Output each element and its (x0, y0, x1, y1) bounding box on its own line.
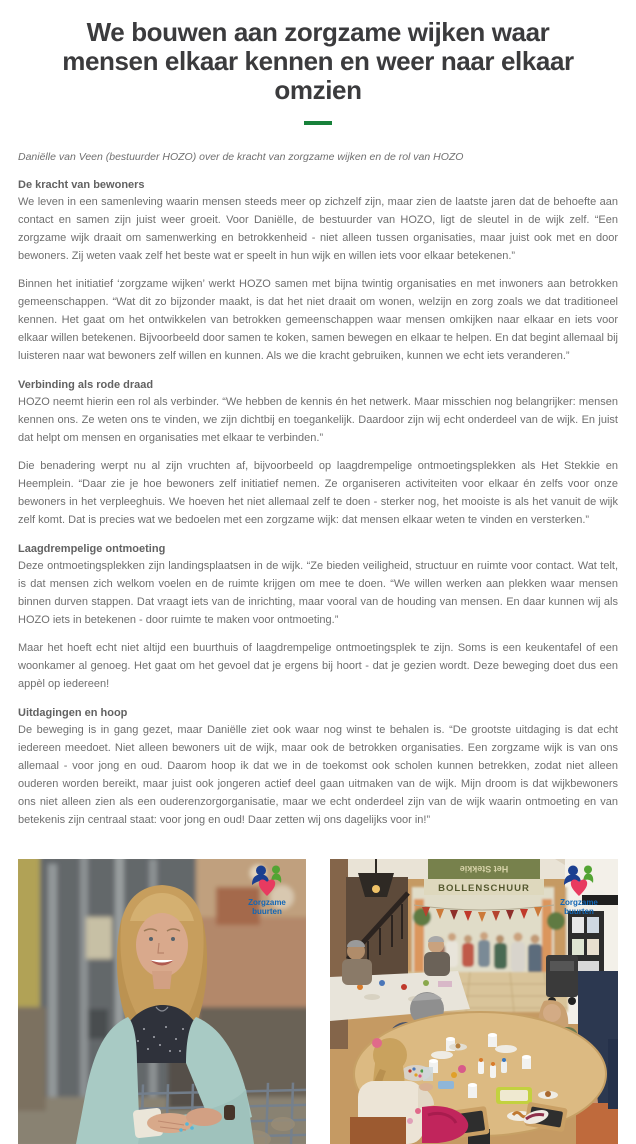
paragraph: De beweging is in gang gezet, maar Daniëlle ziet ook waar nog winst te behalen is. “De grootste uitdaging is dat echt iedereen meedoet. Niet alleen bewoners uit de wijk, maar ook de betrokken organisaties. Een zorgzame wijk is van ons allemaal - voor jong en oud. Daarom hoop ik dat we in de toekomst ook scholen kunnen betrekken, zodat niet alleen ouderen worden bereikt, maar juist ook jongeren actief deel gaan uitmaken van de wijk. Mijn droom is dat wijkbewoners ons niet alleen zien als een ouderenzorgorganisatie, maar we echt onderdeel zijn van de wijk waarin ontmoeting en van betekenis zijn centraal staat: voor jong en oud! Daar zetten wij ons dagelijks voor in!” (18, 724, 618, 827)
article-subtitle: Daniëlle van Veen (bestuurder HOZO) over de kracht van zorgzame wijken en de rol van HOZO (18, 151, 464, 164)
zorgzame-buurten-icon (247, 864, 287, 898)
section-heading: Verbinding als rode draad (18, 379, 154, 392)
section-heading: Laagdrempelige ontmoeting (18, 543, 166, 556)
green-divider (304, 121, 332, 125)
section-verbinding-als-rode-draad (18, 377, 618, 529)
page-title: We bouwen aan zorgzame wijken waar mensen elkaar kennen en weer naar elkaar omzien (62, 17, 574, 106)
photo-danielle-portrait (18, 859, 306, 1144)
section-uitdagingen-en-hoop (18, 705, 618, 829)
zorgzame-buurten-wordmark: Zorgzame buurten (248, 898, 286, 917)
paragraph: We leven in een samenleving waarin mensen steeds meer op zichzelf zijn, maar zien de laatste jaren dat de behoefte aan contact en samen zijn juist weer groeit. Voor Daniëlle, de bestuurder van HOZO, ligt de sleutel in de wijk zelf. “Een zorgzame wijk draait om samenwerking en betrokkenheid - niet alleen tussen organisaties, maar juist ook met en door bewoners. Zij weten vaak zelf het beste wat er speelt in hun wijk en willen iets voor elkaar betekenen.” (18, 196, 618, 263)
paragraph: Deze ontmoetingsplekken zijn landingsplaatsen in de wijk. “Ze bieden veiligheid, structuur en ruimte voor contact. Wat telt, is dat mensen zich welkom voelen en de ruimte krijgen om mee te doen. “We willen werken aan plekken waar mensen binnen durven stappen. Dat vraagt iets van de inrichting, maar vooral van de houding van mensen. En daar kunnen wij als HOZO iets in betekenen - door ruimte te maken voor ontmoeting.” (18, 560, 618, 627)
het-stekkie-banner (424, 859, 544, 895)
zorgzame-buurten-wordmark: Zorgzame buurten (560, 898, 598, 917)
paragraph: Binnen het initiatief ‘zorgzame wijken’ werkt HOZO samen met bijna twintig organisaties en met inwoners aan betrokken gemeenschappen. “Wat dit zo bijzonder maakt, is dat het niet draait om wonen, welzijn en zorg zoals we dat traditioneel kennen. Het gaat om het ontwikkelen van betrokken gemeenschappen waar mensen omkijken naar elkaar en iets voor elkaar willen betekenen. Bijvoorbeeld door samen te koken, samen bewegen en elkaar te helpen. En dat begint allemaal bij luisteren naar wat bewoners zelf willen en kunnen. Als we die kracht gebruiken, kunnen we echt iets veranderen.” (18, 278, 618, 363)
photo-row (18, 859, 618, 1144)
section-laagdrempelige-ontmoeting (18, 541, 618, 693)
section-heading: Uitdagingen en hoop (18, 707, 128, 720)
section-de-kracht-van-bewoners (18, 177, 618, 365)
zorgzame-buurten-logo (548, 864, 610, 916)
photo-ontmoetingsplek (330, 859, 618, 1144)
section-heading: De kracht van bewoners (18, 179, 145, 192)
paragraph: Die benadering werpt nu al zijn vruchten af, bijvoorbeeld op laagdrempelige ontmoetingsplekken als Het Stekkie en Heemplein. “Daar zie je hoe bewoners zelf initiatief nemen. Ze organiseren activiteiten voor elkaar én zelfs voor onze bewoners in het verpleeghuis. We hoeven het niet allemaal zelf te doen - sterker nog, het mooiste is als het vanuit de wijk zelf komt. Dat is precies wat we bedoelen met een zorgzame wijk: dat mensen elkaar weten te vinden en versterken.” (18, 460, 618, 527)
banner-top-text: Het Stekkie (459, 864, 509, 875)
zorgzame-buurten-icon (559, 864, 599, 898)
banner-bottom-text: BOLLENSCHUUR (438, 883, 530, 895)
article-page (0, 18, 636, 1144)
zorgzame-buurten-logo (236, 864, 298, 916)
paragraph: Maar het hoeft echt niet altijd een buurthuis of laagdrempelige ontmoetingsplek te zijn. Soms is een keukentafel of een woonkamer al genoeg. Het gaat om het gevoel dat je ergens bij hoort - dat je gezien wordt. Deze beweging doet dus een appèl op iedereen! (18, 642, 618, 691)
paragraph: HOZO neemt hierin een rol als verbinder. “We hebben de kennis én het netwerk. Maar misschien nog belangrijker: mensen kennen ons. Ze weten ons te vinden, we zijn dichtbij en toegankelijk. Daardoor zijn wij echt onderdeel van de wijk. En juist dat helpt om mensen en organisaties met elkaar te verbinden.” (18, 396, 618, 445)
